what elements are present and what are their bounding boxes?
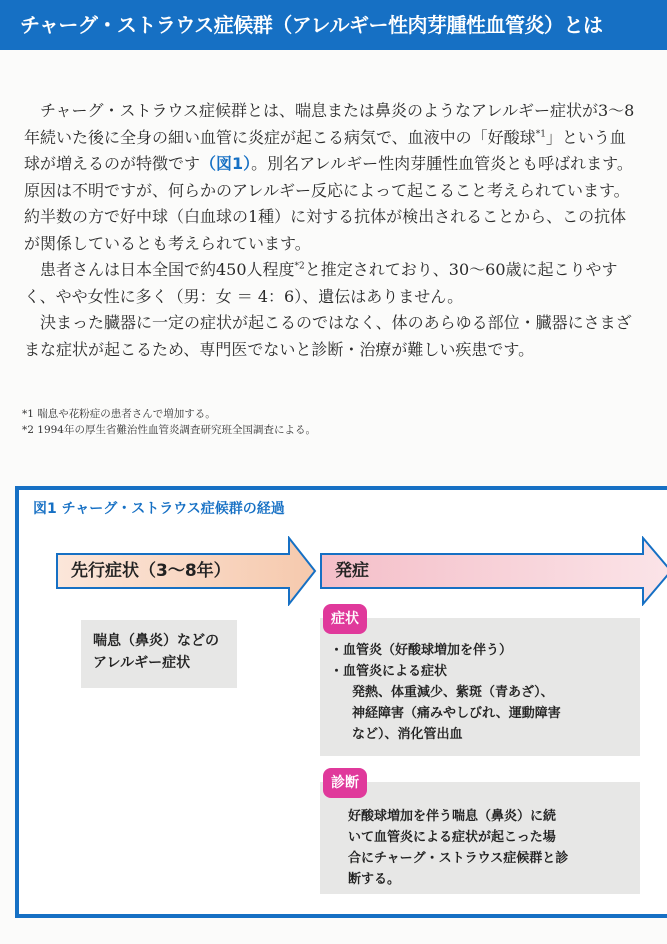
paragraph-3: 決まった臓器に一定の症状が起こるのではなく、体のあらゆる部位・臓器にさまざまな症状が起こるため、専門医でないと診断・治療が難しい疾患です。 (24, 313, 632, 359)
symptoms-box (320, 618, 640, 756)
onset-arrow-label: 発症 (335, 561, 369, 581)
footnote-2: *2 1994年の厚生省難治性血管炎調査研究班全国調査による。 (22, 424, 316, 436)
p1-text-b: 」という血球が増えるのが特徴です (24, 127, 626, 173)
p1-text-c: 。別名アレルギー性肉芽腫性血管炎とも呼ばれます。原因は不明ですが、何らかのアレルギー反応によって起こること考えられています。約半数の方で好中球（白血球の1種）に対する抗体が検出されることから、この抗体が関係しているとも考えられています。 (24, 154, 633, 253)
p1-text-a: チャーグ・ストラウス症候群とは、喘息または鼻炎のようなアレルギー症状が3〜8年続いた後に全身の細い血管に炎症が起こる病気で、血液中の「好酸球 (24, 101, 635, 147)
footnote-ref-1: *1 (535, 129, 546, 140)
footnote-ref-2: *2 (294, 261, 305, 272)
arrow-shape-icon (319, 536, 667, 606)
figure-title: 図1 チャーグ・ストラウス症候群の経過 (33, 501, 285, 517)
diagnosis-line: 合にチャーグ・ストラウス症候群と診 (348, 851, 569, 866)
figure-1 (15, 486, 667, 918)
paragraph-1 (24, 98, 639, 257)
p2-text-a: 患者さんは日本全国で約450人程度 (40, 260, 295, 279)
diagnosis-line: 好酸球増加を伴う喘息（鼻炎）に続 (348, 809, 557, 824)
prior-symptoms-box (81, 620, 237, 688)
symptom-line: など）、消化管出血 (352, 727, 463, 742)
page-header (0, 0, 667, 50)
diagnosis-line: 断する。 (348, 872, 401, 887)
symptom-line: ・血管炎（好酸球増加を伴う） (330, 643, 513, 658)
prior-symptoms-arrow (55, 536, 317, 606)
paragraph-2 (24, 257, 639, 310)
symptom-line: 発熱、体重減少、紫斑（青あざ）、 (352, 685, 554, 700)
header-title: チャーグ・ストラウス症候群（アレルギー性肉芽腫性血管炎）とは (20, 13, 603, 37)
symptom-line: 神経障害（痛みやしびれ、運動障害 (352, 706, 561, 721)
prior-line: 喘息（鼻炎）などの (93, 633, 219, 649)
onset-arrow (319, 536, 667, 606)
diagnosis-badge: 診断 (323, 768, 367, 798)
figure-reference: （図1） (200, 154, 252, 173)
prior-line: アレルギー症状 (93, 655, 191, 671)
footnote-1: *1 喘息や花粉症の患者さんで増加する。 (22, 408, 216, 420)
symptoms-badge: 症状 (323, 604, 367, 634)
diagnosis-line: いて血管炎による症状が起こった場 (348, 830, 556, 845)
p2-text-b: と推定されており、30〜60歳に起こりやすく、やや女性に多く（男：女 ＝ 4：6）、遺伝はありません。 (24, 260, 618, 306)
diagnosis-box (320, 782, 640, 894)
symptom-line: ・血管炎による症状 (330, 664, 448, 679)
body-text (24, 98, 639, 363)
footnotes (22, 406, 642, 438)
prior-arrow-label: 先行症状（3〜8年） (71, 561, 231, 581)
